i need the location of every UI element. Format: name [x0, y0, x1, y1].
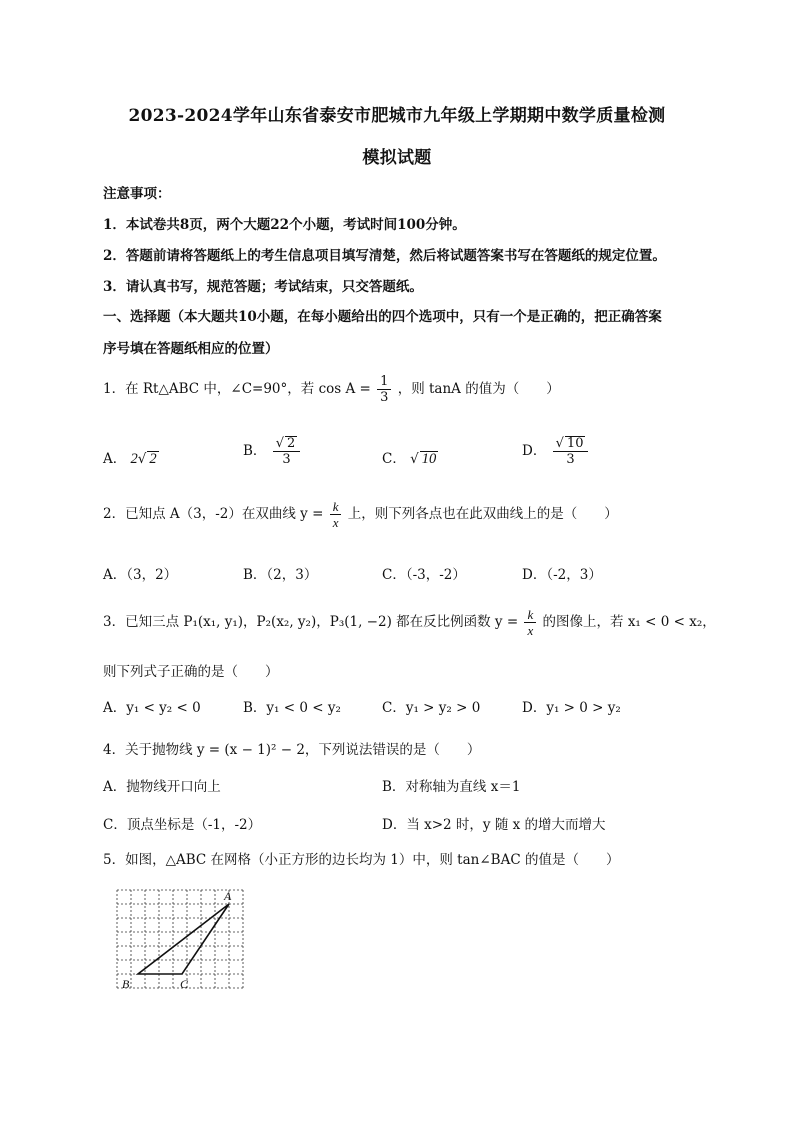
notice-item-1: 1．本试卷共8页，两个大题22个小题，考试时间100分钟。: [103, 217, 466, 233]
q2-fraction: $\frac{k}{x}$: [330, 499, 342, 530]
vertex-c-label: C: [180, 977, 189, 991]
question-2: [103, 499, 618, 530]
q3-option-b: B．y₁ < 0 < y₂: [243, 700, 341, 716]
q3-option-c: C．y₁ > y₂ > 0: [382, 700, 481, 716]
q1-option-d: D． $\frac{√ 10}{3}$: [522, 436, 590, 467]
notice-item-2: 2．答题前请将答题纸上的考生信息项目填写清楚，然后将试题答案书写在答题纸的规定位置。: [103, 248, 666, 264]
q1-prefix: 1．在 Rt△ABC 中，∠C=90°，若 cos A =: [103, 381, 371, 397]
q3-prefix: 3．已知三点 P₁(x₁, y₁)，P₂(x₂, y₂)，P₃(1, −2) 都在反比例函数 y =: [103, 614, 519, 630]
q3-option-d: D．y₁ > 0 > y₂: [522, 700, 621, 716]
exam-title: 2023-2024学年山东省泰安市肥城市九年级上学期期中数学质量检测: [128, 106, 666, 126]
section-heading-cont: 序号填在答题纸相应的位置）: [103, 341, 279, 357]
q3-fraction: $\frac{k}{x}$: [524, 607, 536, 638]
question-3: [103, 607, 716, 638]
q2-option-d: D．（-2，3）: [522, 567, 602, 583]
vertex-b-label: B: [122, 977, 130, 991]
q2-option-a: A．（3，2）: [103, 567, 178, 583]
grid-triangle-figure: [112, 882, 252, 1002]
q2-option-c: C．（-3，-2）: [382, 567, 466, 583]
q1-suffix: ，则 tanA 的值为（ ）: [397, 381, 560, 397]
question-5: 5．如图，△ABC 在网格（小正方形的边长均为 1）中，则 tan∠BAC 的值是（ ）: [103, 852, 620, 868]
exam-subtitle: 模拟试题: [362, 148, 432, 168]
q1-option-a: A． 2√ 2: [103, 451, 157, 467]
q4-option-b: B．对称轴为直线 x＝1: [382, 779, 521, 795]
q1-option-c: C． √ 10: [382, 451, 437, 467]
q3-option-a: A．y₁ < y₂ < 0: [103, 700, 201, 716]
notice-item-3: 3．请认真书写，规范答题；考试结束，只交答题纸。: [103, 279, 423, 295]
q2-prefix: 2．已知点 A（3，-2）在双曲线 y =: [103, 506, 324, 522]
q4-option-a: A．抛物线开口向上: [103, 779, 221, 795]
q4-option-c: C．顶点坐标是（-1，-2）: [103, 817, 262, 833]
question-1: [103, 374, 560, 405]
q3-suffix: 的图像上，若 x₁ < 0 < x₂，: [542, 614, 716, 630]
q1-option-b: B． $\frac{√ 2}{3}$: [243, 436, 302, 467]
q1-frac-den: 3: [377, 389, 391, 405]
q4-option-d: D．当 x>2 时，y 随 x 的增大而增大: [382, 817, 606, 833]
q1-frac-num: 1: [380, 374, 389, 389]
q3-line2: 则下列式子正确的是（ ）: [103, 664, 279, 680]
notice-heading: 注意事项：: [103, 186, 171, 202]
q1-fraction: [377, 374, 391, 405]
question-4: 4．关于抛物线 y = (x − 1)² − 2，下列说法错误的是（ ）: [103, 742, 481, 758]
vertex-a-label: A: [224, 889, 232, 903]
section-heading: 一、选择题（本大题共10小题，在每小题给出的四个选项中，只有一个是正确的，把正确答案: [103, 309, 662, 325]
q2-suffix: 上，则下列各点也在此双曲线上的是（ ）: [347, 506, 618, 522]
q2-option-b: B．（2，3）: [243, 567, 318, 583]
